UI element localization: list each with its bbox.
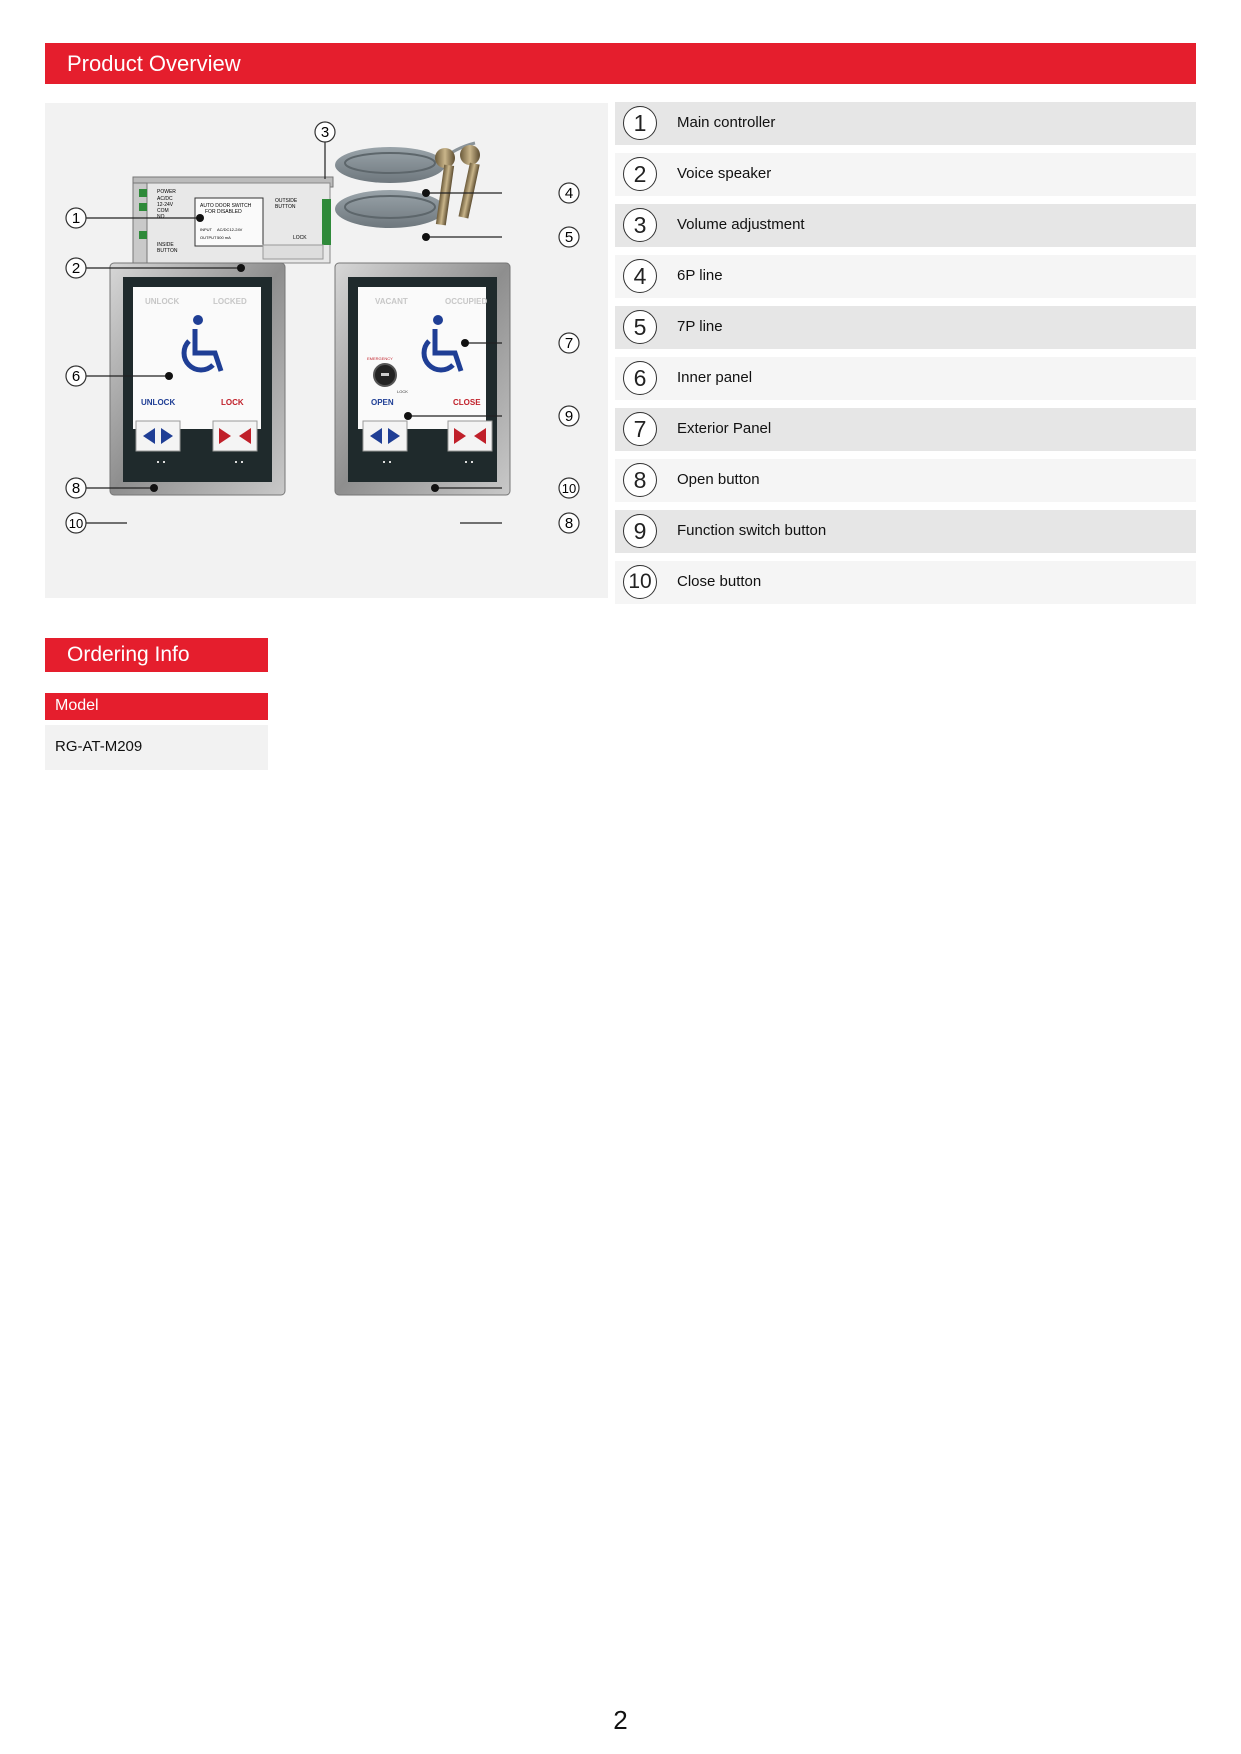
svg-text:8: 8 (71, 480, 81, 497)
callout-6 (66, 366, 86, 386)
callout-8-exterior (559, 513, 579, 533)
controller-outside-text: OUTSIDE (275, 198, 298, 204)
callout-1 (66, 208, 86, 228)
part-row-volume-adjustment (615, 204, 1196, 247)
exterior-open-text: OPEN (371, 398, 394, 407)
part-number: 4 (623, 259, 657, 293)
controller-power-text: POWER (157, 189, 176, 195)
inner-locked-top-text: LOCKED (213, 297, 247, 306)
controller-input-value: AC/DC12-24V (217, 227, 243, 232)
callout-3 (315, 122, 335, 142)
callout-10-exterior (559, 478, 579, 498)
controller-acdc-text: AC/DC (157, 196, 173, 202)
part-row-inner-panel (615, 357, 1196, 400)
controller-voltage-text: 12-24V (157, 202, 174, 208)
page-number: 2 (613, 1705, 628, 1735)
svg-text:7: 7 (564, 335, 574, 352)
inner-unlock-bottom-text: UNLOCK (141, 398, 176, 407)
part-label: Volume adjustment (677, 216, 805, 233)
part-label: 7P line (677, 318, 723, 335)
part-row-6p-line (615, 255, 1196, 298)
part-row-exterior-panel (615, 408, 1196, 451)
product-overview-title: Product Overview (67, 51, 241, 76)
svg-text:4: 4 (564, 185, 574, 202)
callout-9 (559, 406, 579, 426)
key-lock-text: LOCK (397, 389, 408, 394)
part-number: 2 (623, 157, 657, 191)
controller-title-text: AUTO DOOR SWITCH (200, 203, 252, 209)
part-label: Exterior Panel (677, 420, 772, 437)
svg-text:5: 5 (564, 229, 574, 246)
model-value: RG-AT-M209 (55, 738, 143, 755)
svg-text:8: 8 (564, 515, 574, 532)
exterior-occupied-text: OCCUPIED (445, 297, 488, 306)
part-row-close-button (615, 561, 1196, 604)
keys-image (435, 145, 480, 225)
model-cell (45, 725, 268, 770)
controller-no-text: NO (157, 214, 165, 220)
main-controller-image (133, 177, 333, 263)
svg-text:2: 2 (71, 260, 81, 277)
inner-lock-bottom-text: LOCK (221, 398, 244, 407)
controller-outside-button-text: BUTTON (275, 204, 296, 210)
callout-2 (66, 258, 86, 278)
part-label: Open button (677, 471, 760, 488)
part-label: Main controller (677, 114, 776, 131)
part-label: Inner panel (677, 369, 753, 386)
exterior-vacant-text: VACANT (375, 297, 408, 306)
callout-4 (559, 183, 579, 203)
part-row-main-controller (615, 102, 1196, 145)
part-row-open-button (615, 459, 1196, 502)
callout-8-inner (66, 478, 86, 498)
part-number: 8 (623, 463, 657, 497)
inner-unlock-top-text: UNLOCK (145, 297, 180, 306)
ordering-info-banner (45, 638, 268, 672)
svg-text:9: 9 (564, 408, 574, 425)
model-header-label: Model (55, 697, 99, 714)
part-number: 7 (623, 412, 657, 446)
part-number: 10 (623, 565, 657, 599)
parts-list (615, 102, 1196, 612)
controller-inside-button-text: BUTTON (157, 248, 178, 254)
part-number: 9 (623, 514, 657, 548)
ordering-info-title: Ordering Info (67, 643, 190, 666)
controller-input-label: INPUT (200, 227, 212, 232)
callout-7 (559, 333, 579, 353)
svg-text:6: 6 (71, 368, 81, 385)
callout-5 (559, 227, 579, 247)
svg-text:10: 10 (561, 481, 577, 496)
part-label: 6P line (677, 267, 723, 284)
part-row-voice-speaker (615, 153, 1196, 196)
controller-com-text: COM (157, 208, 169, 214)
inner-panel-image (110, 263, 285, 495)
controller-inside-text: INSIDE (157, 242, 174, 248)
controller-output-value: 500 mA (217, 235, 231, 240)
product-overview-banner (45, 43, 1196, 84)
exterior-panel-image (335, 263, 510, 495)
svg-text:1: 1 (71, 210, 81, 227)
controller-lock-text: LOCK (293, 235, 307, 241)
part-number: 1 (623, 106, 657, 140)
part-row-function-switch-button (615, 510, 1196, 553)
part-number: 5 (623, 310, 657, 344)
key-emergency-text: EMERGENCY (367, 356, 393, 361)
part-number: 3 (623, 208, 657, 242)
callout-10-inner (66, 513, 86, 533)
svg-text:3: 3 (320, 124, 330, 141)
product-figure (45, 103, 608, 598)
exterior-close-text: CLOSE (453, 398, 481, 407)
model-column-header (45, 693, 268, 720)
part-number: 6 (623, 361, 657, 395)
product-illustration (45, 103, 608, 598)
part-row-7p-line (615, 306, 1196, 349)
controller-subtitle-text: FOR DISABLED (205, 209, 242, 215)
part-label: Close button (677, 573, 762, 590)
controller-output-label: OUTPUT (200, 235, 217, 240)
svg-text:10: 10 (68, 516, 84, 531)
part-label: Voice speaker (677, 165, 772, 182)
part-label: Function switch button (677, 522, 827, 539)
